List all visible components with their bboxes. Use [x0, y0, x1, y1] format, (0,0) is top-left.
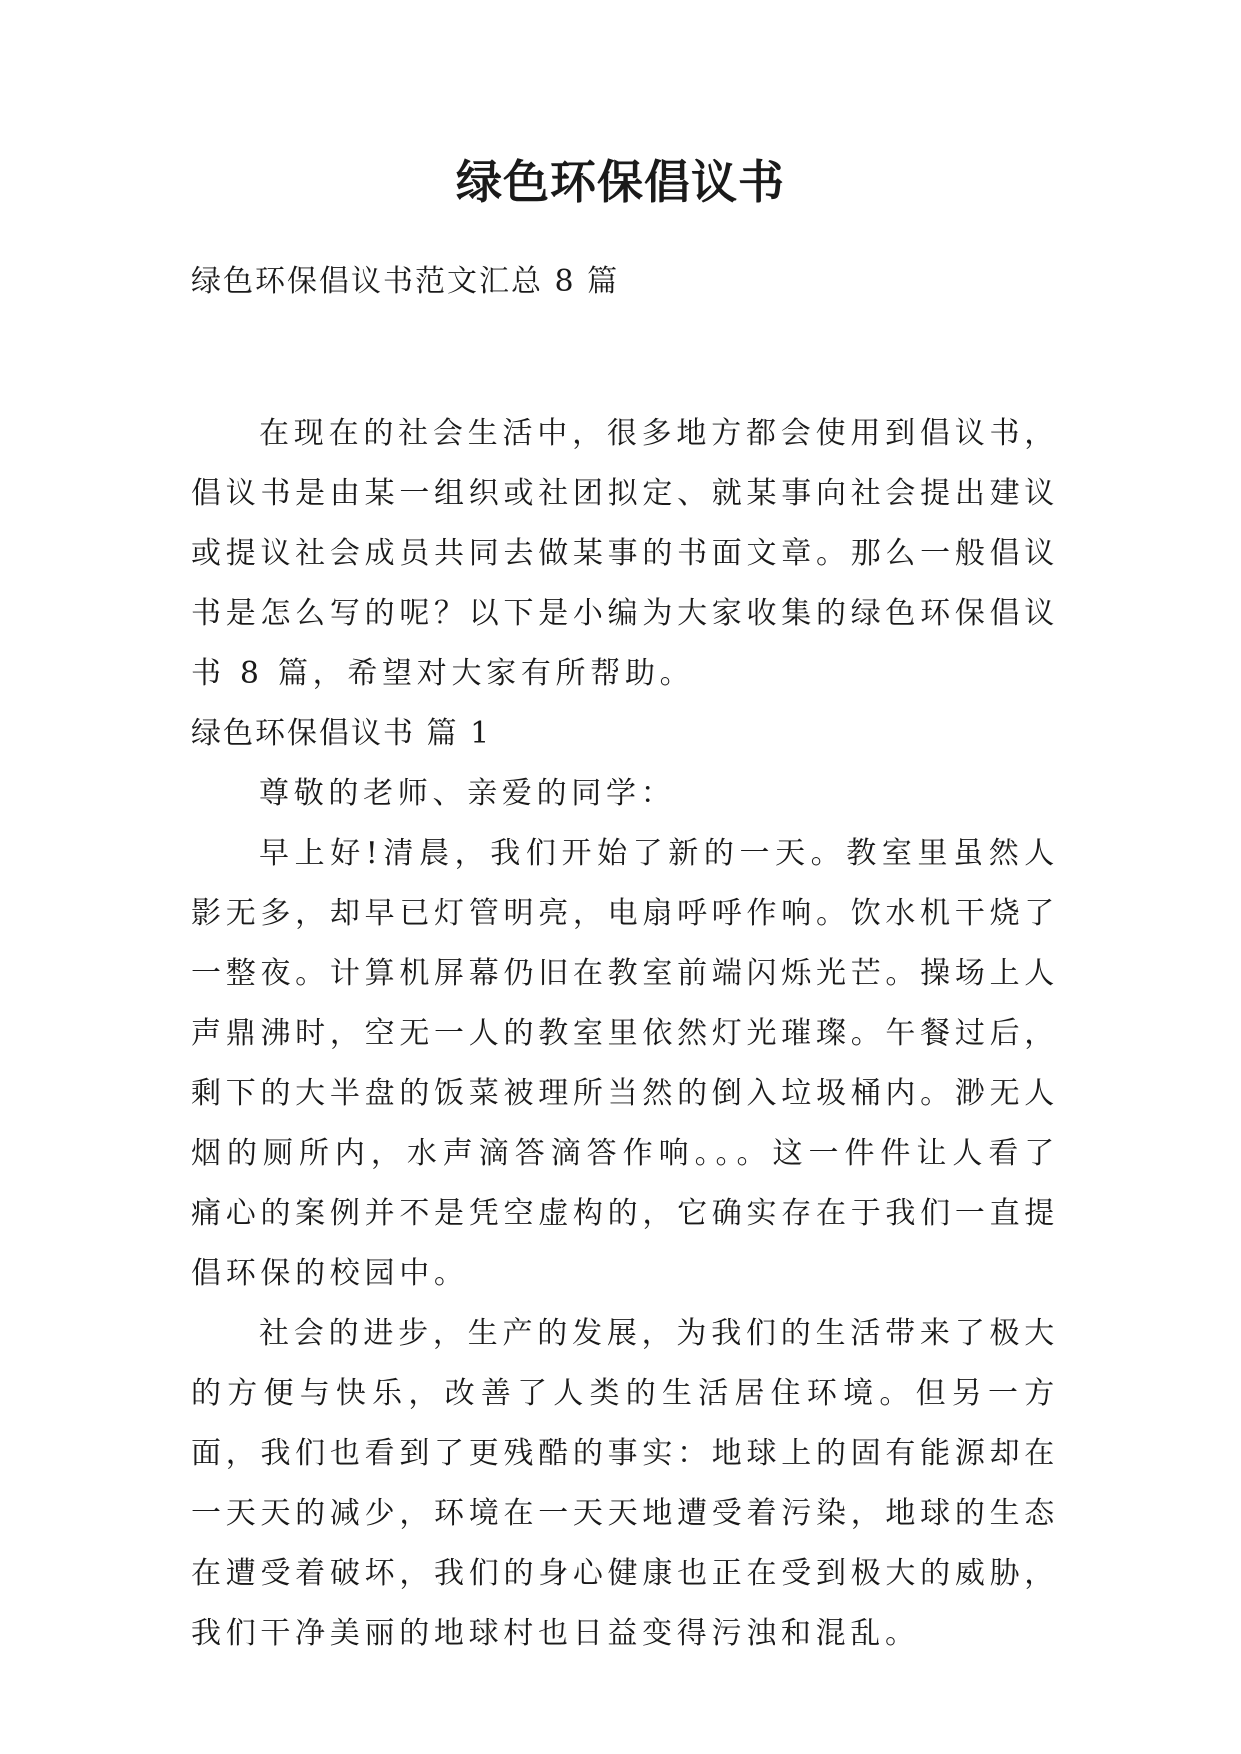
- document-body: [191, 404, 1059, 1664]
- intro-paragraph: 在现在的社会生活中，很多地方都会使用到倡议书，倡议书是由某一组织或社团拟定、就某事向社会提出建议或提议社会成员共同去做某事的书面文章。那么一般倡议书是怎么写的呢？以下是小编为大家收集的绿色环保倡议书 8 篇，希望对大家有所帮助。: [191, 416, 1059, 691]
- document-subtitle: 绿色环保倡议书范文汇总 8 篇: [191, 264, 620, 299]
- section-heading: 绿色环保倡议书 篇 1: [191, 716, 492, 751]
- document-title: 绿色环保倡议书: [456, 155, 785, 209]
- body-paragraph-2: 社会的进步，生产的发展，为我们的生活带来了极大的方便与快乐，改善了人类的生活居住环境。但另一方面，我们也看到了更残酷的事实：地球上的固有能源却在一天天的减少，环境在一天天地遭受着污染，地球的生态在遭受着破坏，我们的身心健康也正在受到极大的威胁，我们干净美丽的地球村也日益变得污浊和混乱。: [191, 1316, 1059, 1651]
- salutation: 尊敬的老师、亲爱的同学：: [259, 776, 676, 811]
- body-paragraph-1: 早上好!清晨，我们开始了新的一天。教室里虽然人影无多，却早已灯管明亮，电扇呼呼作响。饮水机干烧了一整夜。计算机屏幕仍旧在教室前端闪烁光芒。操场上人声鼎沸时，空无一人的教室里依然灯光璀璨。午餐过后，剩下的大半盘的饭菜被理所当然的倒入垃圾桶内。渺无人烟的厕所内，水声滴答滴答作响。。。这一件件让人看了痛心的案例并不是凭空虚构的，它确实存在于我们一直提倡环保的校园中。: [191, 836, 1059, 1291]
